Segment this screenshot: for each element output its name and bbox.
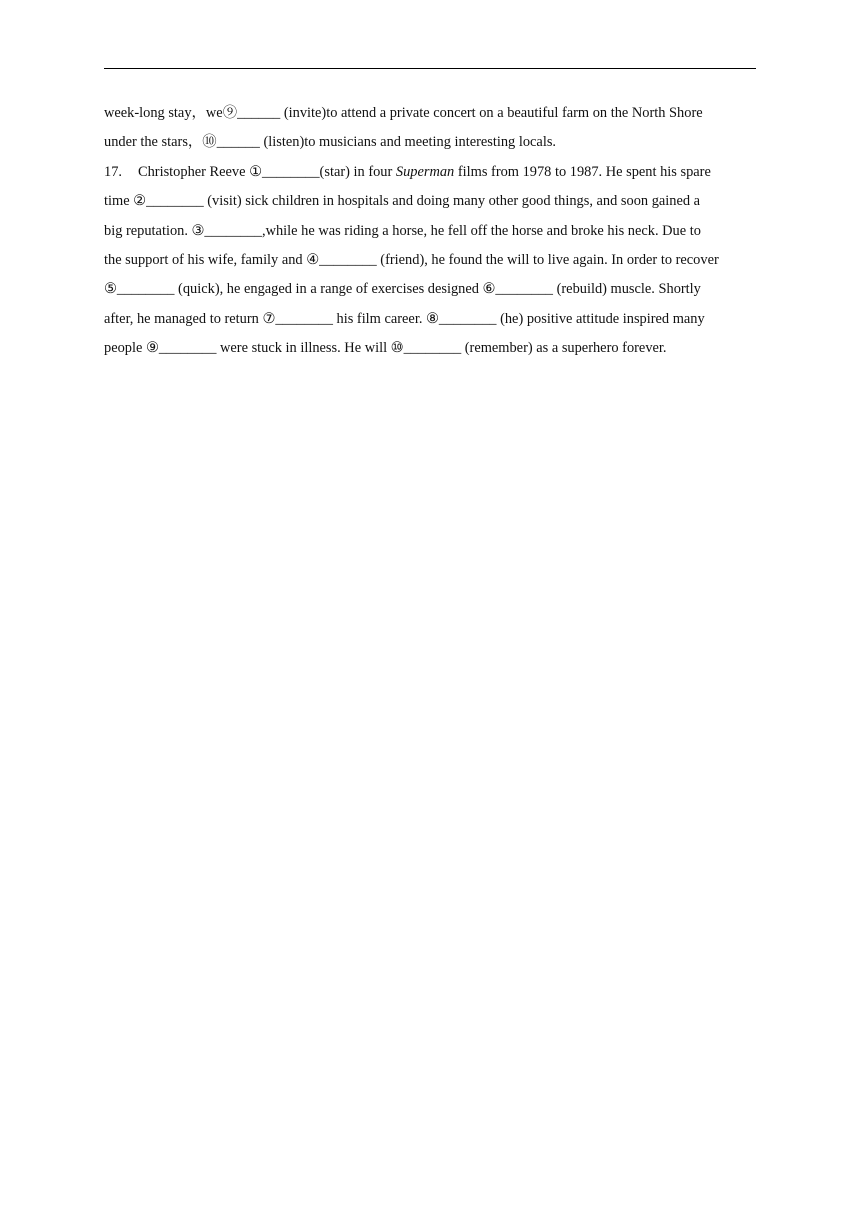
text-line: ⑤________ (quick), he engaged in a range of exercises designed ⑥________ (rebuild) muscle. Shortly <box>104 281 701 298</box>
text-segment: films from 1978 to 1987. He spent his spare <box>454 163 711 180</box>
film-title: Superman <box>395 163 455 180</box>
text-line: time ②________ (visit) sick children in hospitals and doing many other good things, and soon gained a <box>104 193 701 210</box>
text-line: people ⑨________ were stuck in illness. He will ⑩________ (remember) as a superhero forever. <box>104 340 667 357</box>
header-rule <box>104 68 756 69</box>
text-line: big reputation. ③________,while he was riding a horse, he fell off the horse and broke his neck. Due to <box>104 222 701 239</box>
text-line: under the stars，⑩______ (listen)to musicians and meeting interesting locals. <box>104 134 557 151</box>
question-17-first-line <box>104 158 760 187</box>
text-line: after, he managed to return ⑦________ his film career. ⑧________ (he) positive attitude inspired many <box>104 310 705 327</box>
question-number: 17. <box>104 163 122 180</box>
text-segment: Christopher Reeve ①________(star) in four <box>138 163 396 180</box>
text-line: the support of his wife, family and ④________ (friend), he found the will to live again. In order to recover <box>104 252 719 269</box>
text-line: week-long stay，we⑨______ (invite)to attend a private concert on a beautiful farm on the North Shore <box>104 105 703 121</box>
document-body <box>104 99 760 364</box>
